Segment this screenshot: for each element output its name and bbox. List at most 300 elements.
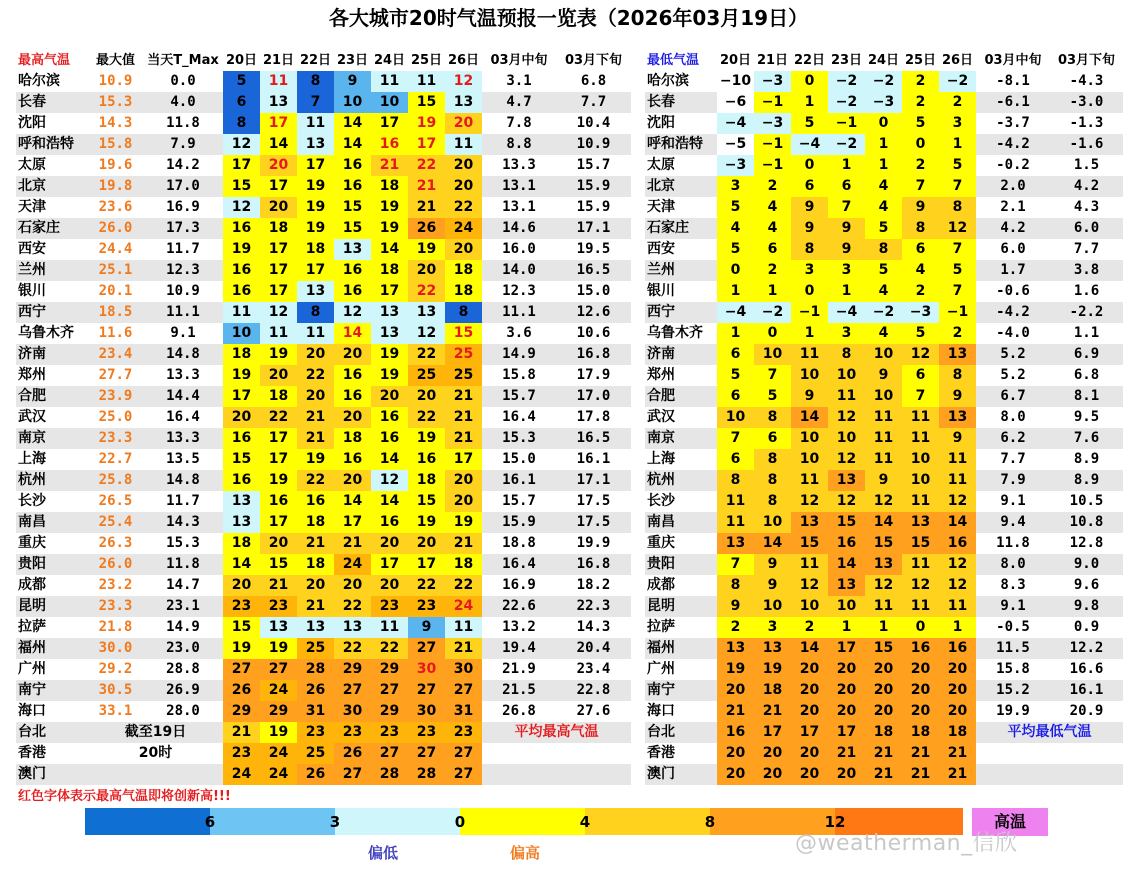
max-day-cell: 23 [334, 722, 371, 743]
max-day-cell: 20 [260, 365, 297, 386]
min-day-cell: 7 [939, 281, 976, 302]
max-day-cell: 26 [223, 680, 260, 701]
mid-march-avg [482, 743, 556, 764]
min-day-cell: 13 [902, 512, 939, 533]
late-march-avg: 17.5 [576, 493, 611, 509]
min-header-2: 21日 [756, 53, 789, 68]
late-march-avg: 12.8 [1069, 535, 1104, 551]
city-name: 西安 [18, 241, 46, 257]
late-march-avg: 16.8 [556, 344, 631, 365]
min-day-cell: −4 [828, 302, 865, 323]
city-name: 合肥 [16, 386, 88, 407]
late-march-avg: 19.9 [576, 535, 611, 551]
min-day-cell: −1 [754, 134, 791, 155]
min-day-cell: 20 [828, 680, 865, 701]
min-day-cell: 12 [828, 449, 865, 470]
late-march-avg: 16.1 [576, 451, 611, 467]
min-day-cell: 9 [828, 239, 865, 260]
min-day-cell: 8 [754, 407, 791, 428]
late-march-avg: 4.2 [1050, 176, 1123, 197]
empty-cell [88, 764, 223, 785]
max-day-cell: 19 [223, 239, 260, 260]
min-day-cell: −2 [754, 302, 791, 323]
min-row [645, 218, 1123, 239]
min-day-cell: 9 [828, 218, 865, 239]
max-row [16, 743, 631, 764]
min-day-cell: 11 [828, 386, 865, 407]
min-day-cell: 10 [754, 344, 791, 365]
max-day-cell: 21 [408, 176, 445, 197]
max-day-cell: 16 [334, 386, 371, 407]
late-march-avg: -2.2 [1050, 302, 1123, 323]
min-day-cell: 8 [717, 470, 754, 491]
today-max-value: 9.1 [170, 325, 196, 341]
late-march-avg: 8.1 [1050, 386, 1123, 407]
min-day-cell: 8 [791, 239, 828, 260]
max-day-cell: 17 [223, 386, 260, 407]
late-march-avg: 23.4 [576, 661, 611, 677]
today-max-value: 15.3 [166, 535, 200, 551]
min-day-cell: 1 [828, 155, 865, 176]
max-day-cell: 7 [297, 92, 334, 113]
min-day-cell: 2 [939, 323, 976, 344]
max-row [16, 659, 631, 680]
late-march-avg: 3.8 [1050, 260, 1123, 281]
max-day-cell: 9 [334, 71, 371, 92]
max-day-cell: 18 [445, 281, 482, 302]
max-day-cell: 21 [371, 155, 408, 176]
max-day-cell: 26 [408, 218, 445, 239]
min-day-cell: 20 [791, 659, 828, 680]
min-day-cell: −3 [902, 302, 939, 323]
max-day-cell: 15 [223, 617, 260, 638]
min-day-cell: 12 [791, 575, 828, 596]
max-day-cell: 14 [334, 491, 371, 512]
min-day-cell: 0 [902, 134, 939, 155]
city-name: 重庆 [18, 535, 46, 551]
max-day-cell: 18 [408, 470, 445, 491]
city-name: 乌鲁木齐 [647, 325, 703, 341]
max-row [16, 113, 631, 134]
min-day-cell: −2 [865, 302, 902, 323]
min-day-cell: 11 [865, 407, 902, 428]
city-name: 南京 [645, 428, 717, 449]
max-row [16, 533, 631, 554]
color-scale-tick: 4 [579, 813, 591, 831]
min-day-cell: 16 [939, 638, 976, 659]
min-day-cell: 11 [865, 449, 902, 470]
record-max-value: 26.5 [98, 493, 133, 509]
color-scale-tick: 8 [704, 813, 716, 831]
mid-march-avg: 21.9 [502, 661, 536, 677]
late-march-avg: 16.1 [1050, 680, 1123, 701]
min-day-cell: 7 [939, 239, 976, 260]
mid-march-avg: 18.8 [502, 535, 536, 551]
max-day-cell: 11 [445, 134, 482, 155]
late-march-avg: 18.2 [576, 577, 611, 593]
max-day-cell: 24 [334, 554, 371, 575]
late-march-avg: 10.8 [1050, 512, 1123, 533]
max-day-cell: 18 [371, 176, 408, 197]
max-day-cell: 11 [223, 302, 260, 323]
min-header-8: 03月中旬 [984, 53, 1042, 68]
mid-march-avg: 21.5 [482, 680, 556, 701]
min-day-cell: 8 [939, 197, 976, 218]
city-name: 拉萨 [18, 619, 46, 635]
color-scale-tick: 3 [329, 813, 341, 831]
max-day-cell: 21 [445, 638, 482, 659]
city-name: 银川 [18, 283, 46, 299]
min-row [645, 428, 1123, 449]
max-day-cell: 16 [334, 155, 371, 176]
min-day-cell: 11 [791, 344, 828, 365]
max-day-cell: 11 [445, 617, 482, 638]
min-day-cell: 12 [865, 575, 902, 596]
min-day-cell: 6 [902, 365, 939, 386]
min-row [645, 764, 1123, 785]
max-day-cell: 14 [371, 449, 408, 470]
max-day-cell: 30 [445, 659, 482, 680]
min-day-cell: 11 [717, 491, 754, 512]
min-header-6: 25日 [904, 53, 937, 68]
max-header-10: 03月中旬 [490, 53, 548, 68]
max-day-cell: 19 [260, 344, 297, 365]
mid-march-avg: 16.4 [502, 409, 536, 425]
min-day-cell: 20 [717, 764, 754, 785]
max-day-cell: 28 [371, 764, 408, 785]
late-march-avg: 27.6 [576, 703, 611, 719]
late-march-avg: 12.2 [1050, 638, 1123, 659]
watermark: @weatherman_信欣 [795, 831, 1018, 856]
min-day-cell: 2 [939, 92, 976, 113]
today-max-value: 11.1 [143, 302, 223, 323]
record-max-value: 19.8 [88, 176, 143, 197]
late-march-avg: 1.5 [1073, 157, 1100, 173]
max-row [16, 512, 631, 533]
mid-march-avg: 11.8 [996, 535, 1030, 551]
mid-march-avg: 13.1 [482, 176, 556, 197]
mid-march-avg: 8.0 [1000, 409, 1026, 425]
max-day-cell: 8 [445, 302, 482, 323]
city-name: 广州 [18, 661, 46, 677]
city-name: 重庆 [647, 535, 675, 551]
below-normal-label: 偏低 [368, 844, 399, 862]
max-day-cell: 21 [297, 407, 334, 428]
max-day-cell: 15 [223, 176, 260, 197]
max-day-cell: 18 [260, 386, 297, 407]
mid-march-avg: 15.2 [976, 680, 1050, 701]
max-day-cell: 21 [445, 533, 482, 554]
record-max-value: 18.5 [88, 302, 143, 323]
max-day-cell: 12 [223, 197, 260, 218]
mid-march-avg: 7.9 [976, 470, 1050, 491]
max-day-cell: 19 [297, 449, 334, 470]
max-day-cell: 22 [445, 575, 482, 596]
max-day-cell: 10 [334, 92, 371, 113]
min-day-cell: 4 [865, 176, 902, 197]
late-march-avg: 17.9 [576, 367, 611, 383]
max-day-cell: 14 [260, 134, 297, 155]
max-day-cell: 18 [223, 533, 260, 554]
min-day-cell: 14 [754, 533, 791, 554]
max-row [16, 575, 631, 596]
late-march-avg: 16.5 [556, 428, 631, 449]
late-march-avg: 20.9 [1069, 703, 1104, 719]
min-day-cell: 0 [717, 260, 754, 281]
min-header-3: 22日 [793, 53, 826, 68]
late-march-avg: -1.3 [1069, 115, 1104, 131]
min-day-cell: 18 [754, 680, 791, 701]
max-day-cell: 21 [297, 596, 334, 617]
today-max-value: 13.3 [143, 428, 223, 449]
city-name: 沈阳 [18, 115, 46, 131]
min-day-cell: 1 [939, 134, 976, 155]
max-day-cell: 20 [371, 575, 408, 596]
min-day-cell: 17 [828, 638, 865, 659]
city-name: 呼和浩特 [645, 134, 717, 155]
mid-march-avg: 11.1 [482, 302, 556, 323]
max-day-cell: 15 [334, 197, 371, 218]
today-max-value: 14.3 [143, 512, 223, 533]
max-day-cell: 27 [445, 764, 482, 785]
min-day-cell: 18 [865, 722, 902, 743]
late-march-avg: 16.5 [556, 260, 631, 281]
min-day-cell: 6 [754, 428, 791, 449]
max-day-cell: 23 [445, 722, 482, 743]
late-march-avg: 8.9 [1050, 470, 1123, 491]
page-title: 各大城市20时气温预报一览表（2026年03月19日） [328, 6, 809, 30]
min-day-cell: 5 [717, 365, 754, 386]
max-day-cell: 31 [445, 701, 482, 722]
min-row [645, 512, 1123, 533]
min-day-cell: 8 [754, 449, 791, 470]
min-row [645, 71, 1123, 92]
max-day-cell: 27 [223, 659, 260, 680]
min-header-9: 03月下旬 [1057, 53, 1116, 68]
max-day-cell: 23 [260, 596, 297, 617]
city-name: 银川 [647, 283, 675, 299]
late-march-avg: 1.1 [1073, 325, 1100, 341]
min-day-cell: 1 [865, 617, 902, 638]
city-name: 乌鲁木齐 [18, 325, 74, 341]
min-day-cell: 2 [754, 260, 791, 281]
max-row [16, 701, 631, 722]
min-day-cell: −3 [717, 155, 754, 176]
max-day-cell: 17 [408, 554, 445, 575]
min-day-cell: 9 [939, 386, 976, 407]
record-max-value: 29.2 [98, 661, 133, 677]
city-name: 长春 [645, 92, 717, 113]
mid-march-avg: 26.8 [502, 703, 536, 719]
min-day-cell: −1 [754, 92, 791, 113]
max-day-cell: 27 [408, 743, 445, 764]
max-day-cell: 10 [371, 92, 408, 113]
record-max-value: 23.4 [88, 344, 143, 365]
max-row [16, 386, 631, 407]
min-day-cell: −6 [717, 92, 754, 113]
max-day-cell: 21 [260, 575, 297, 596]
mid-march-avg: 19.9 [996, 703, 1030, 719]
late-march-avg [556, 743, 631, 764]
min-day-cell: 0 [791, 71, 828, 92]
min-day-cell: 21 [865, 764, 902, 785]
min-header-0: 最低气温 [647, 53, 700, 68]
late-march-avg: 14.3 [576, 619, 611, 635]
max-day-cell: 30 [408, 659, 445, 680]
late-march-avg: 20.4 [556, 638, 631, 659]
min-day-cell: 9 [865, 365, 902, 386]
min-day-cell: 11 [717, 512, 754, 533]
max-day-cell: 27 [408, 638, 445, 659]
max-day-cell: 17 [260, 176, 297, 197]
max-day-cell: 18 [371, 260, 408, 281]
max-row [16, 407, 631, 428]
min-day-cell: 4 [754, 218, 791, 239]
min-row [645, 575, 1123, 596]
min-day-cell: 20 [791, 743, 828, 764]
min-day-cell: 3 [791, 260, 828, 281]
max-day-cell: 8 [297, 71, 334, 92]
max-day-cell: 14 [223, 554, 260, 575]
city-name: 贵阳 [16, 554, 88, 575]
min-day-cell: 17 [828, 722, 865, 743]
record-max-value: 25.0 [98, 409, 133, 425]
min-day-cell: 6 [754, 239, 791, 260]
late-march-avg: 6.9 [1050, 344, 1123, 365]
max-day-cell: 12 [445, 71, 482, 92]
mid-march-avg [482, 764, 556, 785]
min-day-cell: 8 [865, 239, 902, 260]
min-day-cell: 4 [865, 197, 902, 218]
max-day-cell: 23 [371, 722, 408, 743]
min-day-cell: 11 [939, 470, 976, 491]
city-name: 西宁 [16, 302, 88, 323]
max-day-cell: 19 [297, 218, 334, 239]
mid-march-avg: 9.1 [976, 596, 1050, 617]
min-row [645, 722, 1123, 743]
max-day-cell: 20 [371, 533, 408, 554]
record-max-value: 23.6 [98, 199, 133, 215]
late-march-avg: 9.6 [1073, 577, 1100, 593]
mid-march-avg: 12.3 [502, 283, 536, 299]
max-row [16, 449, 631, 470]
max-day-cell: 17 [371, 281, 408, 302]
late-march-avg: 15.0 [576, 283, 611, 299]
max-day-cell: 14 [371, 239, 408, 260]
city-name: 杭州 [645, 470, 717, 491]
late-march-avg [556, 764, 631, 785]
max-day-cell: 24 [445, 218, 482, 239]
min-day-cell: 0 [902, 617, 939, 638]
max-day-cell: 29 [371, 701, 408, 722]
min-day-cell: 3 [717, 176, 754, 197]
record-max-value: 20.1 [98, 283, 133, 299]
max-day-cell: 25 [408, 365, 445, 386]
min-day-cell: 11 [865, 596, 902, 617]
late-march-avg [1050, 743, 1123, 764]
max-day-cell: 19 [260, 722, 297, 743]
max-day-cell: 22 [445, 197, 482, 218]
max-day-cell: 11 [260, 323, 297, 344]
min-day-cell: 2 [902, 71, 939, 92]
max-day-cell: 8 [223, 113, 260, 134]
late-march-avg: 6.0 [1050, 218, 1123, 239]
late-march-avg: 17.5 [556, 512, 631, 533]
record-max-value: 30.0 [88, 638, 143, 659]
max-row [16, 134, 631, 155]
min-day-cell: 20 [902, 680, 939, 701]
mid-march-avg: 11.5 [976, 638, 1050, 659]
max-day-cell: 22 [334, 638, 371, 659]
max-day-cell: 19 [408, 512, 445, 533]
max-day-cell: 15 [260, 554, 297, 575]
mid-march-avg: 15.7 [502, 493, 536, 509]
today-max-value: 14.9 [166, 619, 200, 635]
max-day-cell: 24 [223, 764, 260, 785]
record-note: 红色字体表示最高气温即将创新高!!! [18, 789, 231, 804]
min-day-cell: 6 [717, 386, 754, 407]
late-march-avg: 17.0 [556, 386, 631, 407]
color-scale-tick: 12 [824, 813, 846, 831]
max-day-cell: 29 [223, 701, 260, 722]
max-day-cell: 20 [223, 575, 260, 596]
max-day-cell: 20 [445, 470, 482, 491]
min-day-cell: 10 [754, 596, 791, 617]
min-row [645, 365, 1123, 386]
mid-march-avg: 16.4 [482, 554, 556, 575]
city-name: 福州 [645, 638, 717, 659]
min-day-cell: 1 [865, 134, 902, 155]
late-march-avg [1050, 764, 1123, 785]
max-day-cell: 20 [408, 260, 445, 281]
min-day-cell: −1 [754, 155, 791, 176]
late-march-avg: 4.3 [1073, 199, 1100, 215]
min-row [645, 743, 1123, 764]
mid-march-avg: 15.0 [502, 451, 536, 467]
min-day-cell: 12 [939, 491, 976, 512]
today-max-value: 11.7 [166, 493, 200, 509]
min-day-cell: 2 [902, 155, 939, 176]
max-day-cell: 19 [371, 197, 408, 218]
record-max-value: 25.8 [88, 470, 143, 491]
max-day-cell: 14 [334, 113, 371, 134]
max-day-cell: 24 [260, 764, 297, 785]
mid-march-avg: 8.8 [482, 134, 556, 155]
city-name: 南宁 [645, 680, 717, 701]
city-name: 昆明 [645, 596, 717, 617]
today-max-value: 12.3 [143, 260, 223, 281]
mid-march-avg: 14.9 [482, 344, 556, 365]
city-name: 武汉 [647, 409, 675, 425]
min-row [645, 596, 1123, 617]
late-march-avg: 1.6 [1073, 283, 1100, 299]
min-day-cell: 13 [791, 512, 828, 533]
max-day-cell: 18 [223, 344, 260, 365]
mid-march-avg: 16.9 [502, 577, 536, 593]
max-day-cell: 19 [260, 470, 297, 491]
record-max-value: 30.5 [88, 680, 143, 701]
max-day-cell: 17 [334, 512, 371, 533]
min-day-cell: −4 [717, 302, 754, 323]
max-day-cell: 13 [371, 323, 408, 344]
max-day-cell: 23 [408, 596, 445, 617]
min-day-cell: 11 [902, 596, 939, 617]
min-day-cell: 10 [717, 407, 754, 428]
min-day-cell: 9 [791, 197, 828, 218]
max-day-cell: 27 [334, 680, 371, 701]
record-max-value: 23.3 [88, 428, 143, 449]
max-day-cell: 20 [371, 386, 408, 407]
